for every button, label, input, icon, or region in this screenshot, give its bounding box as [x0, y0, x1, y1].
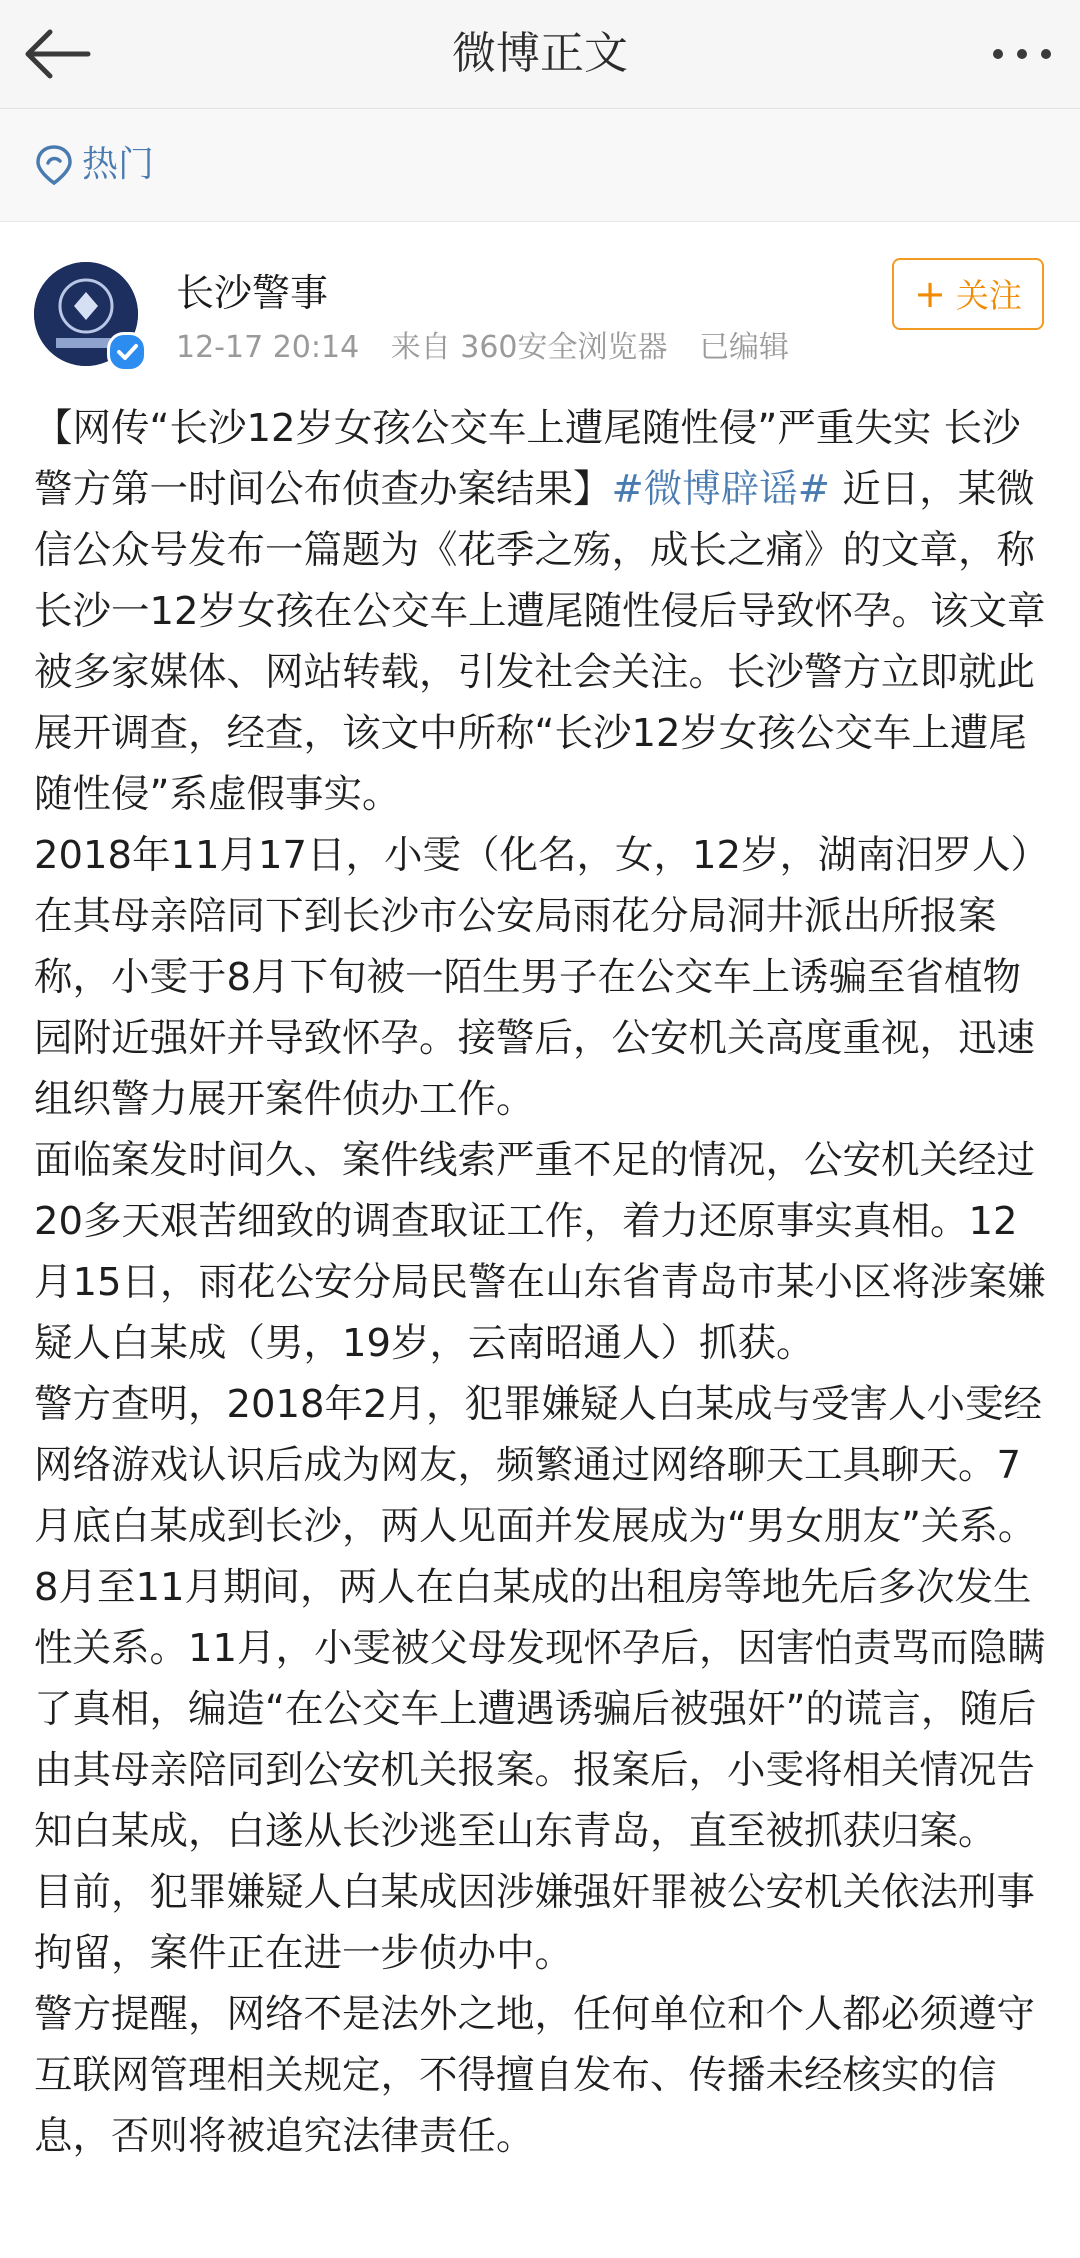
post-time: 12-17 20:14 [176, 330, 360, 365]
location-pin-icon [34, 143, 74, 187]
page-title: 微博正文 [452, 28, 628, 79]
author-name[interactable]: 长沙警事 [176, 271, 329, 315]
post-meta [176, 328, 811, 368]
top-nav-bar [0, 0, 1080, 109]
more-dots-icon [986, 22, 1058, 86]
post-intro: 近日，某微信公众号发布一篇题为《花季之殇，成长之痛》的文章，称长沙一12岁女孩在公交车上遭尾随性侵后导致怀孕。该文章被多家媒体、网站转载，引发社会关注。长沙警方立即就此展开调查，经查，该文中所称“长沙12岁女孩公交车上遭尾随性侵”系虚假事实。 [34, 467, 1046, 817]
post-paragraph: 面临案发时间久、案件线索严重不足的情况，公安机关经过20多天艰苦细致的调查取证工作，着力还原事实真相。12月15日，雨花公安分局民警在山东省青岛市某小区将涉案嫌疑人白某成（男，19岁，云南昭通人）抓获。 [34, 1138, 1046, 1366]
post-source: 来自 360安全浏览器 [390, 330, 668, 365]
plus-icon: + [914, 272, 946, 316]
post-paragraph: 警方提醒，网络不是法外之地，任何单位和个人都必须遵守互联网管理相关规定，不得擅自发布、传播未经核实的信息，否则将被追究法律责任。 [34, 1992, 1036, 2159]
post-paragraph: 目前，犯罪嫌疑人白某成因涉嫌强奸罪被公安机关依法刑事拘留，案件正在进一步侦办中。 [34, 1870, 1036, 1976]
post-headline: 【网传“长沙12岁女孩公交车上遭尾随性侵”严重失实 长沙警方第一时间公布侦查办案结果】 [34, 406, 1021, 512]
more-button[interactable] [986, 22, 1058, 86]
follow-button[interactable] [892, 258, 1044, 330]
edited-tag: 已编辑 [699, 330, 790, 365]
hot-section-bar[interactable] [0, 109, 1080, 222]
topic-link[interactable]: #微博辟谣# [611, 467, 831, 512]
post-paragraph: 警方查明，2018年2月，犯罪嫌疑人白某成与受害人小雯经网络游戏认识后成为网友，频繁通过网络聊天工具聊天。7月底白某成到长沙，两人见面并发展成为“男女朋友”关系。8月至11月期间，两人在白某成的出租房等地先后多次发生性关系。11月，小雯被父母发现怀孕后，因害怕责骂而隐瞒了真相，编造“在公交车上遭遇诱骗后被强奸”的谎言，随后由其母亲陪同到公安机关报案。报案后，小雯将相关情况告知白某成，白遂从长沙逃至山东青岛，直至被抓获归案。 [34, 1382, 1046, 1854]
post-lead [34, 398, 1046, 825]
post-content [34, 398, 1046, 2167]
post-paragraph: 2018年11月17日，小雯（化名，女，12岁，湖南汨罗人）在其母亲陪同下到长沙市公安局雨花分局洞井派出所报案称，小雯于8月下旬被一陌生男子在公交车上诱骗至省植物园附近强奸并导致怀孕。接警后，公安机关高度重视，迅速组织警力展开案件侦办工作。 [34, 833, 1036, 1122]
follow-label: 关注 [955, 276, 1022, 315]
hot-label: 热门 [82, 144, 155, 185]
verified-badge-icon [107, 332, 147, 372]
